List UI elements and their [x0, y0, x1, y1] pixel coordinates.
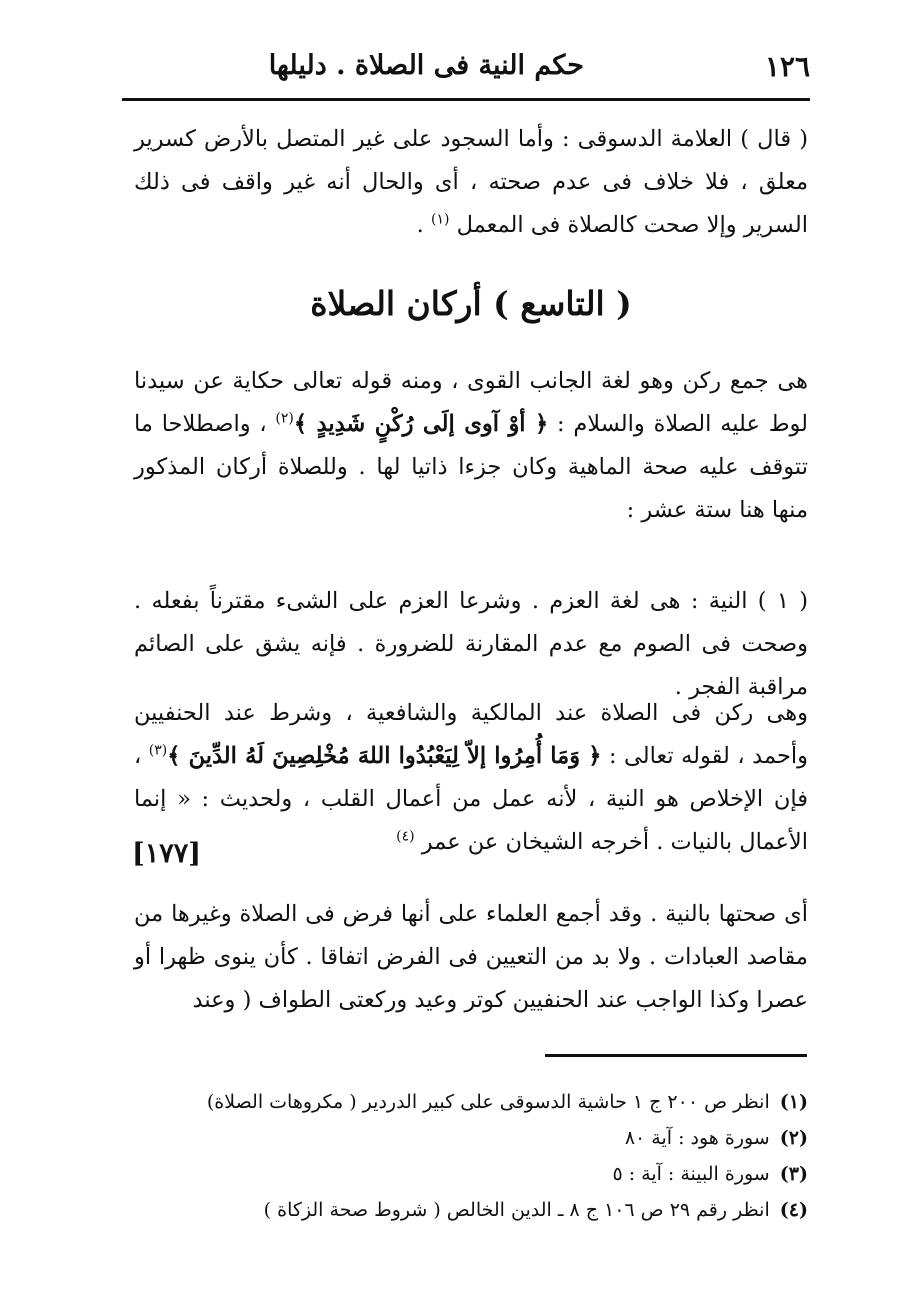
paragraph-4-text-b: ، فإن الإخلاص هو النية ، لأنه عمل من أعمال القلب ، ولحديث : « إنما الأعمال بالنيات . أخرجه الشيخان عن عمر	[134, 743, 808, 855]
paragraph-1-text: ( قال ) العلامة الدسوقى : وأما السجود على غير المتصل بالأرض كسرير معلق ، فلا خلاف فى عدم صحته ، أى والحال أنه غير واقف فى ذلك السرير وإلا صحت كالصلاة فى المعمل	[134, 126, 808, 238]
footnote-text: انظر ص ٢٠٠ ج ١ حاشية الدسوقى على كبير الدردير ( مكروهات الصلاة)	[206, 1091, 770, 1113]
page-number: ١٢٦	[764, 50, 810, 83]
footnote-number: (٣)	[779, 1163, 808, 1185]
paragraph-3	[134, 580, 808, 709]
section-heading: ( التاسع ) أركان الصلاة	[310, 284, 632, 323]
footnote-text: انظر رقم ٢٩ ص ١٠٦ ج ٨ ـ الدين الخالص ( شروط صحة الزكاة )	[263, 1199, 770, 1221]
running-title: حكم النية فى الصلاة . دليلها	[268, 50, 584, 81]
footnote-number: (٤)	[779, 1199, 808, 1221]
page-header	[122, 48, 810, 92]
footnote-4	[134, 1192, 808, 1228]
paragraph-1-end: .	[416, 212, 431, 238]
footnote-number: (٢)	[779, 1127, 808, 1149]
footnote-number: (١)	[779, 1091, 808, 1113]
footnote-text: سورة البينة : آية : ٥	[612, 1163, 770, 1185]
quran-verse-2: ﴿ وَمَا أُمِرُوا إلاّ لِيَعْبُدُوا اللهَ مُخْلِصِينَ لَهُ الدِّينَ ﴾	[167, 743, 602, 769]
footnote-rule	[545, 1054, 807, 1057]
footnotes	[134, 1084, 808, 1228]
footnote-ref-1: (١)	[430, 211, 450, 228]
header-rule	[122, 98, 810, 101]
paragraph-4-text-a: وهى ركن فى الصلاة عند المالكية والشافعية ، وشرط عند الحنفيين وأحمد ، لقوله تعالى :	[134, 700, 808, 769]
footnote-ref-4: (٤)	[396, 828, 415, 845]
footnote-1	[134, 1084, 808, 1120]
footnote-text: سورة هود : آية ٨٠	[624, 1127, 770, 1149]
footnote-ref-3: (٣)	[148, 742, 168, 759]
footnote-3	[134, 1156, 808, 1192]
paragraph-1	[134, 118, 808, 247]
footnote-ref-2: (٢)	[275, 410, 294, 427]
paragraph-4	[134, 692, 808, 864]
quran-verse-1: ﴿ أوْ آوى إلَى رُكْنٍ شَدِيدٍ ﴾	[293, 411, 549, 437]
paragraph-2	[134, 360, 808, 532]
paragraph-3-text: ( ١ ) النية : هى لغة العزم . وشرعا العزم على الشىء مقترناً بفعله . وصحت فى الصوم مع عدم المقارنة للضرورة . فإنه يشق على الصائم مراقبة الفجر .	[134, 588, 808, 700]
paragraph-5-text: أى صحتها بالنية . وقد أجمع العلماء على أنها فرض فى الصلاة وغيرها من مقاصد العبادات . ولا بد من التعيين فى الفرض اتفاقا . كأن ينوى ظهرا أو عصرا وكذا الواجب عند الحنفيين كوتر وعيد وركعتى الطواف ( وعند	[134, 901, 808, 1013]
margin-reference-number: [١٧٧]	[132, 838, 202, 869]
footnote-2	[134, 1120, 808, 1156]
paragraph-2-text-a: هى جمع ركن وهو لغة الجانب القوى ، ومنه قوله تعالى حكاية عن سيدنا لوط عليه الصلاة والسلام :	[134, 368, 808, 437]
paragraph-5	[134, 893, 808, 1022]
paragraph-2-text-b: ، واصطلاحا ما تتوقف عليه صحة الماهية وكان جزءا ذاتيا لها . وللصلاة أركان المذكور منها هنا ستة عشر :	[134, 411, 808, 523]
